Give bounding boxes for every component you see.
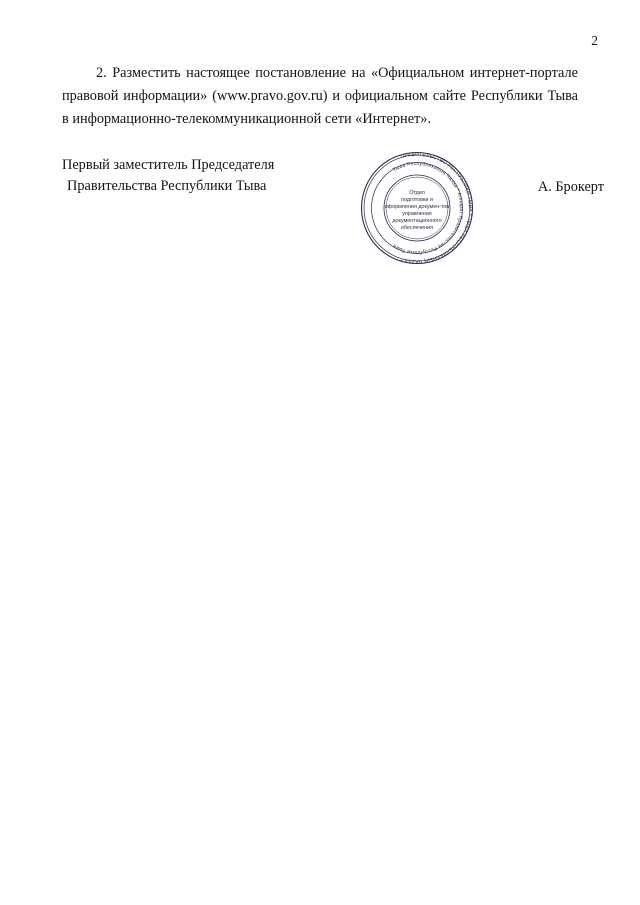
body-paragraph: 2. Разместить настоящее постановление на «Официальном интернет-портале правовой информации» (www.pravo.gov.ru) и официальном сайте Республики Тыва в информационно-телекоммуникационной сети «Интернет». [62, 65, 578, 127]
stamp-center-line-4: управления [402, 211, 432, 217]
stamp-center-line-5: документационного [392, 218, 442, 224]
official-stamp [354, 145, 480, 271]
signature-title-block [62, 155, 322, 197]
stamp-inner-ring-text: Тыва Республиканыӊ Чазаа * Аппарат Правительства Республики Тыва [391, 160, 465, 256]
stamp-center-line-6: обеспечения [400, 225, 434, 231]
signature-title-line-1: Первый заместитель Председателя [62, 157, 275, 173]
stamp-center-line-2: подготовки и [401, 197, 433, 203]
page-number: 2 [591, 33, 598, 48]
stamp-center-line-3: оформления докумен-тов [384, 204, 450, 210]
signer-name: А. Брокерт [537, 179, 604, 195]
stamp-center-line-1: Отдел [409, 190, 425, 196]
stamp-outer-ring-text: ПРАВИТЕЛЬСТВО РЕСПУБЛИКИ ТЫВА * ТЫВА РЕСПУБЛИКАНЫӉ ЧАЗАА * [399, 151, 474, 265]
signature-title-line-2: Правительства Республики Тыва [67, 178, 267, 194]
